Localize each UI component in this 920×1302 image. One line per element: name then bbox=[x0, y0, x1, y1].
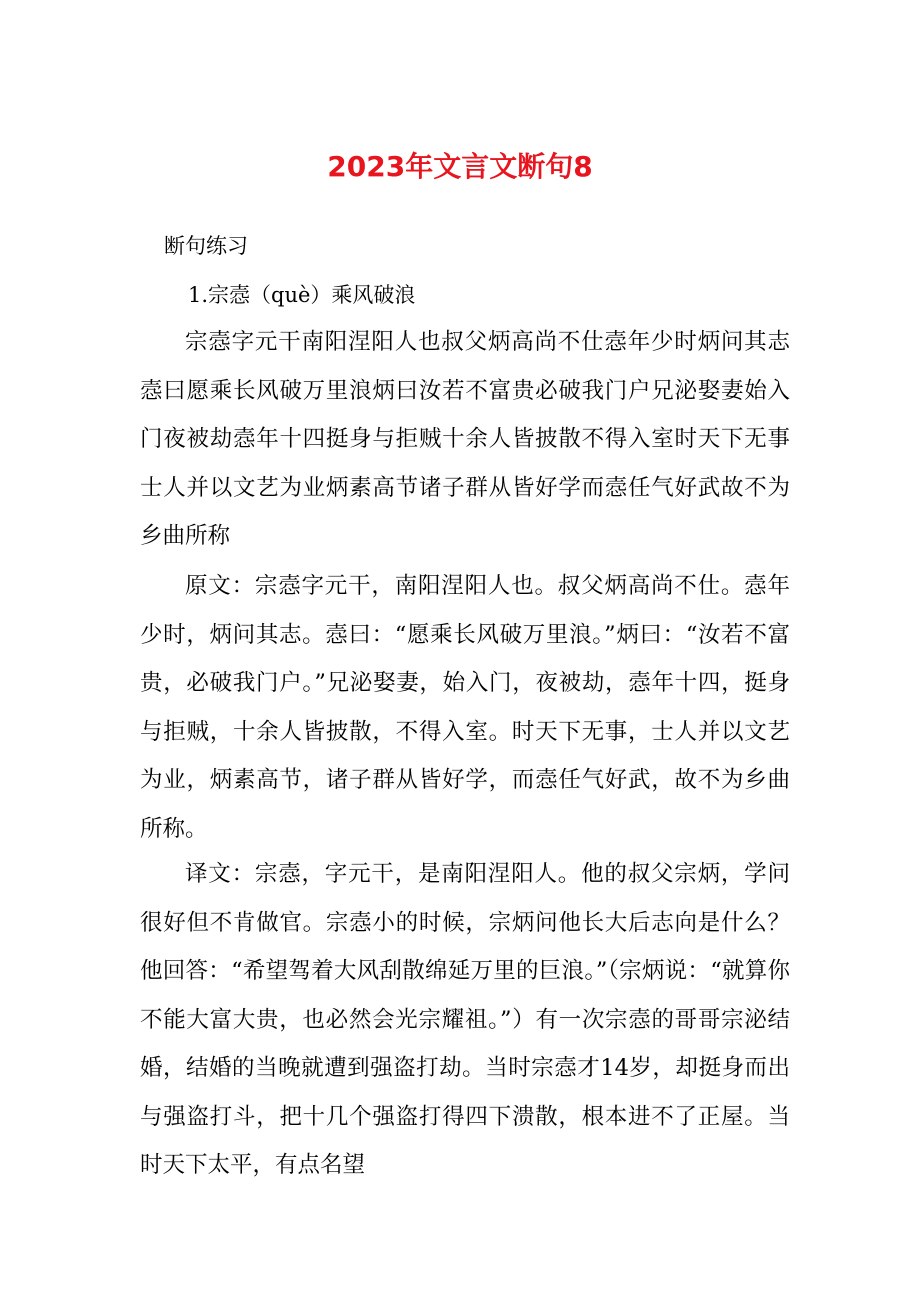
exercise-heading: 1.宗悫（què）乘风破浪 bbox=[188, 283, 416, 307]
translation-block bbox=[140, 850, 790, 1190]
unpunctuated-passage-block bbox=[140, 318, 790, 561]
document-title: 2023年文言文断句8 bbox=[327, 150, 593, 183]
section-heading: 断句练习 bbox=[164, 234, 248, 258]
original-text: 原文：宗悫字元干，南阳涅阳人也。叔父炳高尚不仕。悫年少时，炳问其志。悫曰：“愿乘长风破万里浪。”炳曰：“汝若不富贵，必破我门户。”兄泌娶妻，始入门，夜被劫，悫年十四，挺身与拒贼，十余人皆披散，不得入室。时天下无事，士人并以文艺为业，炳素高节，诸子群从皆好学，而悫任气好武，故不为乡曲所称。 bbox=[140, 573, 790, 842]
unpunctuated-passage: 宗悫字元干南阳涅阳人也叔父炳高尚不仕悫年少时炳问其志悫曰愿乘长风破万里浪炳曰汝若不富贵必破我门户兄泌娶妻始入门夜被劫悫年十四挺身与拒贼十余人皆披散不得入室时天下无事士人并以文艺为业炳素高节诸子群从皆好学而悫任气好武故不为乡曲所称 bbox=[140, 329, 790, 549]
original-text-block bbox=[140, 562, 790, 853]
translation-text: 译文：宗悫，字元干，是南阳涅阳人。他的叔父宗炳，学问很好但不肯做官。宗悫小的时候，宗炳问他长大后志向是什么？他回答：“希望驾着大风刮散绵延万里的巨浪。”（宗炳说：“就算你不能大富大贵，也必然会光宗耀祖。”）有一次宗悫的哥哥宗泌结婚，结婚的当晚就遭到强盗打劫。当时宗悫才14岁，却挺身而出与强盗打斗，把十几个强盗打得四下溃散，根本进不了正屋。当时天下太平，有点名望 bbox=[140, 861, 790, 1178]
